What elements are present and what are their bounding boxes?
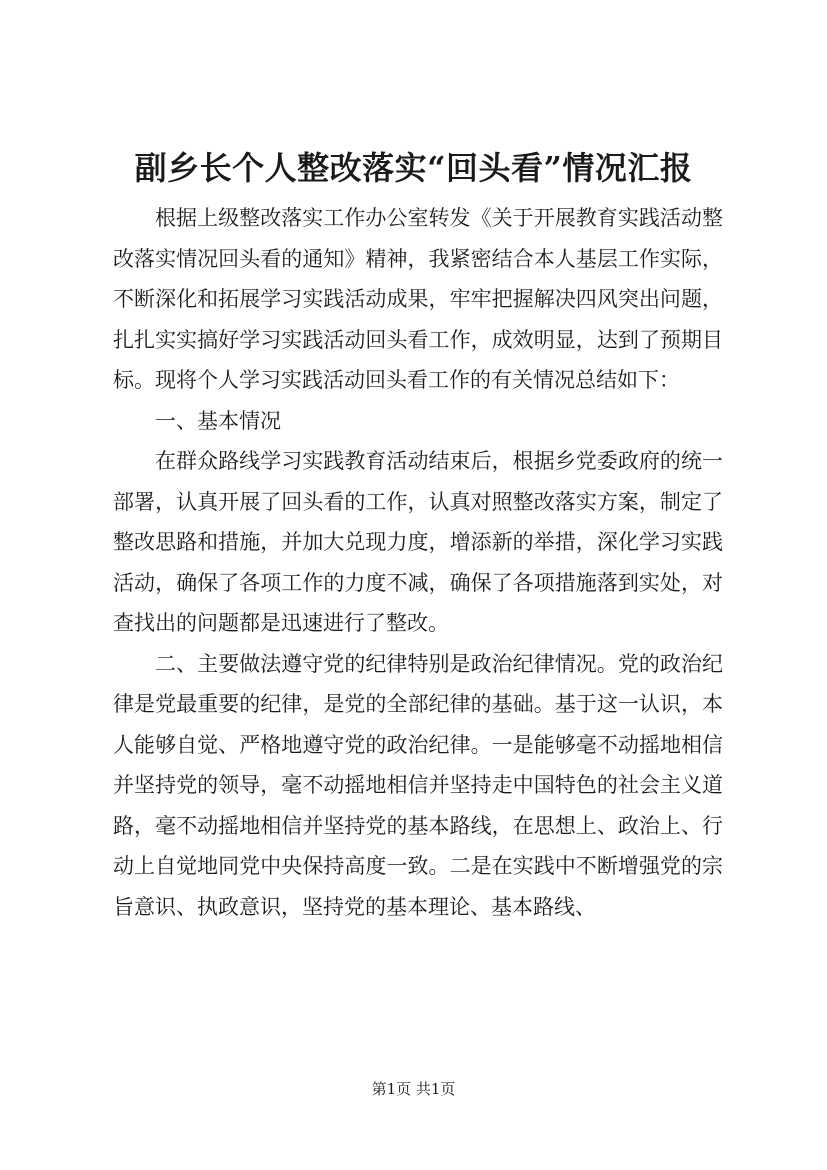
page-footer: 第1页 共1页 [371,1080,456,1098]
document-body [113,198,723,927]
paragraph-main-practices: 二、主要做法遵守党的纪律特别是政治纪律情况。党的政治纪律是党最重要的纪律，是党的全部纪律的基础。基于这一认识，本人能够自觉、严格地遵守党的政治纪律。一是能够毫不动摇地相信并坚持党的领导，毫不动摇地相信并坚持走中国特色的社会主义道路，毫不动摇地相信并坚持党的基本路线，在思想上、政治上、行动上自觉地同党中央保持高度一致。二是在实践中不断增强党的宗旨意识、执政意识，坚持党的基本理论、基本路线、 [113,651,723,919]
paragraph-intro: 根据上级整改落实工作办公室转发《关于开展教育实践活动整改落实情况回头看的通知》精神，我紧密结合本人基层工作实际，不断深化和拓展学习实践活动成果，牢牢把握解决四风突出问题，扎扎实实搞好学习实践活动回头看工作，成效明显，达到了预期目标。现将个人学习实践活动回头看工作的有关情况总结如下： [113,206,723,392]
document-title: 副乡长个人整改落实“回头看”情况汇报 [134,149,693,187]
section-heading-basic-situation: 一、基本情况 [155,408,281,433]
paragraph-basic-situation: 在群众路线学习实践教育活动结束后，根据乡党委政府的统一部署，认真开展了回头看的工作，认真对照整改落实方案，制定了整改思路和措施，并加大兑现力度，增添新的举措，深化学习实践活动，确保了各项工作的力度不减，确保了各项措施落到实处，对查找出的问题都是迅速进行了整改。 [113,449,723,635]
